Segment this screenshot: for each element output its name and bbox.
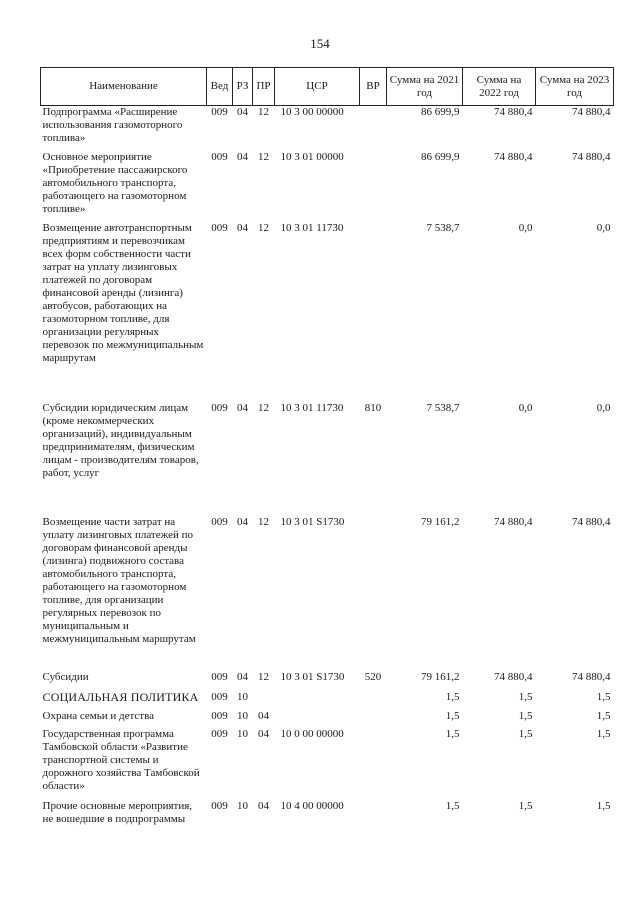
row-name: Государственная программа Тамбовской области «Развитие транспортной системы и дорожного хозяйства Тамбовской области»	[42, 727, 200, 792]
header-sum-2023: Сумма на 2023 год	[536, 68, 614, 106]
row-csr: 10 3 00 00000	[280, 106, 344, 118]
row-sum-2023: 74 880,4	[572, 670, 611, 683]
row-pr: 12	[258, 670, 269, 683]
row-rz: 04	[237, 150, 248, 163]
row-vr	[360, 710, 387, 728]
row-vr	[360, 222, 387, 402]
table-row	[41, 222, 614, 402]
row-rz: 04	[237, 106, 248, 118]
row-sum-2022: 74 880,4	[494, 106, 533, 118]
row-csr: 10 3 01 11730	[280, 401, 344, 414]
row-sum-2023: 74 880,4	[572, 515, 611, 528]
row-name: Субсидии юридическим лицам (кроме некоммерческих организаций), индивидуальным предпринимателям, физическим лицам - производителям товаров, работ, услуг	[42, 401, 199, 479]
row-sum-2022: 74 880,4	[494, 150, 533, 163]
row-sum-2023: 1,5	[596, 709, 611, 722]
row-pr: 04	[258, 727, 269, 740]
table-row	[41, 402, 614, 516]
row-name: Основное мероприятие «Приобретение пассажирского автомобильного транспорта, работающего на газомоторном топливе»	[42, 150, 188, 215]
table-row	[41, 151, 614, 222]
row-name: СОЦИАЛЬНАЯ ПОЛИТИКА	[42, 689, 199, 704]
table-row	[41, 710, 614, 728]
header-rz: РЗ	[233, 68, 253, 106]
header-ved: Вед	[207, 68, 233, 106]
row-rz: 04	[237, 515, 248, 528]
row-ved: 009	[211, 150, 228, 163]
row-pr: 12	[258, 106, 269, 118]
row-sum-2021: 79 161,2	[421, 670, 460, 683]
row-vr	[360, 151, 387, 222]
header-vr: ВР	[360, 68, 387, 106]
row-name: Подпрограмма «Расширение использования газомоторного топлива»	[42, 106, 183, 144]
row-sum-2023: 1,5	[596, 727, 611, 740]
row-ved: 009	[211, 106, 228, 118]
row-sum-2022: 1,5	[518, 709, 533, 722]
row-sum-2021: 1,5	[445, 799, 460, 812]
table-row	[41, 516, 614, 671]
row-sum-2021: 79 161,2	[421, 515, 460, 528]
row-vr	[360, 691, 387, 710]
row-sum-2021: 86 699,9	[421, 106, 460, 118]
row-ved: 009	[211, 799, 228, 812]
row-pr	[253, 691, 275, 710]
row-ved: 009	[211, 727, 228, 740]
row-sum-2023: 0,0	[596, 401, 611, 414]
header-sum-2022: Сумма на 2022 год	[463, 68, 536, 106]
header-name: Наименование	[41, 68, 207, 106]
row-pr: 12	[258, 150, 269, 163]
table-row	[41, 671, 614, 691]
row-sum-2021: 7 538,7	[426, 401, 460, 414]
budget-table	[40, 67, 614, 846]
row-sum-2022: 74 880,4	[494, 515, 533, 528]
row-sum-2021: 86 699,9	[421, 150, 460, 163]
header-pr: ПР	[253, 68, 275, 106]
row-name: Субсидии	[42, 670, 89, 683]
row-csr: 10 3 01 11730	[280, 221, 344, 234]
table-row	[41, 800, 614, 846]
row-sum-2022: 1,5	[518, 799, 533, 812]
row-ved: 009	[211, 515, 228, 528]
row-rz: 10	[237, 709, 248, 722]
row-sum-2022: 1,5	[518, 727, 533, 740]
row-pr: 12	[258, 221, 269, 234]
row-sum-2023: 74 880,4	[572, 150, 611, 163]
row-csr	[275, 691, 360, 710]
page-number: 154	[310, 36, 330, 51]
header-row	[41, 68, 614, 106]
header-csr: ЦСР	[275, 68, 360, 106]
row-name: Прочие основные мероприятия, не вошедшие в подпрограммы	[42, 799, 193, 825]
row-rz: 04	[237, 401, 248, 414]
row-rz: 10	[237, 727, 248, 740]
row-sum-2022: 0,0	[518, 221, 533, 234]
row-sum-2021: 1,5	[445, 727, 460, 740]
row-pr: 12	[258, 515, 269, 528]
row-rz: 10	[237, 799, 248, 812]
row-csr	[275, 710, 360, 728]
row-sum-2022: 1,5	[518, 690, 533, 703]
row-name: Возмещение части затрат на уплату лизинговых платежей по договорам финансовой аренды (лизинга) подвижного состава автомобильного транспорта, работающего на газомоторном топливе, для организации регулярных перевозок по муниципальным и межмуниципальным маршрутам	[42, 515, 196, 645]
row-name: Возмещение автотранспортным предприятиям и перевозчикам всех форм собственности части затрат на уплату лизинговых платежей по договорам финансовой аренды (лизинга) автобусов, работающих на газомоторном топливе, для организации регулярных перевозок по межмуниципальным маршрутам	[42, 221, 204, 364]
row-sum-2023: 1,5	[596, 690, 611, 703]
row-rz: 04	[237, 221, 248, 234]
row-vr	[360, 516, 387, 671]
row-sum-2023: 1,5	[596, 799, 611, 812]
row-vr: 810	[364, 401, 382, 414]
row-vr	[360, 106, 387, 151]
row-csr: 10 4 00 00000	[280, 799, 344, 812]
row-csr: 10 0 00 00000	[280, 727, 344, 740]
row-ved: 009	[211, 709, 228, 722]
row-sum-2022: 0,0	[518, 401, 533, 414]
row-pr: 12	[258, 401, 269, 414]
row-pr: 04	[258, 709, 269, 722]
row-sum-2023: 74 880,4	[572, 106, 611, 118]
row-vr	[360, 800, 387, 846]
row-ved: 009	[211, 401, 228, 414]
row-sum-2021: 1,5	[445, 690, 460, 703]
row-ved: 009	[211, 670, 228, 683]
header-sum-2021: Сумма на 2021 год	[387, 68, 463, 106]
row-sum-2021: 1,5	[445, 709, 460, 722]
row-rz: 04	[237, 670, 248, 683]
row-name: Охрана семьи и детства	[42, 709, 155, 722]
row-csr: 10 3 01 S1730	[280, 515, 345, 528]
row-vr	[360, 728, 387, 800]
row-csr: 10 3 01 00000	[280, 150, 344, 163]
table-row	[41, 728, 614, 800]
table-row	[41, 691, 614, 710]
row-csr: 10 3 01 S1730	[280, 670, 345, 683]
row-ved: 009	[211, 221, 228, 234]
row-pr: 04	[258, 799, 269, 812]
row-sum-2022: 74 880,4	[494, 670, 533, 683]
row-rz: 10	[237, 690, 248, 703]
row-vr: 520	[364, 670, 382, 683]
table-row	[41, 106, 614, 151]
row-sum-2021: 7 538,7	[426, 221, 460, 234]
row-sum-2023: 0,0	[596, 221, 611, 234]
row-ved: 009	[211, 690, 228, 703]
